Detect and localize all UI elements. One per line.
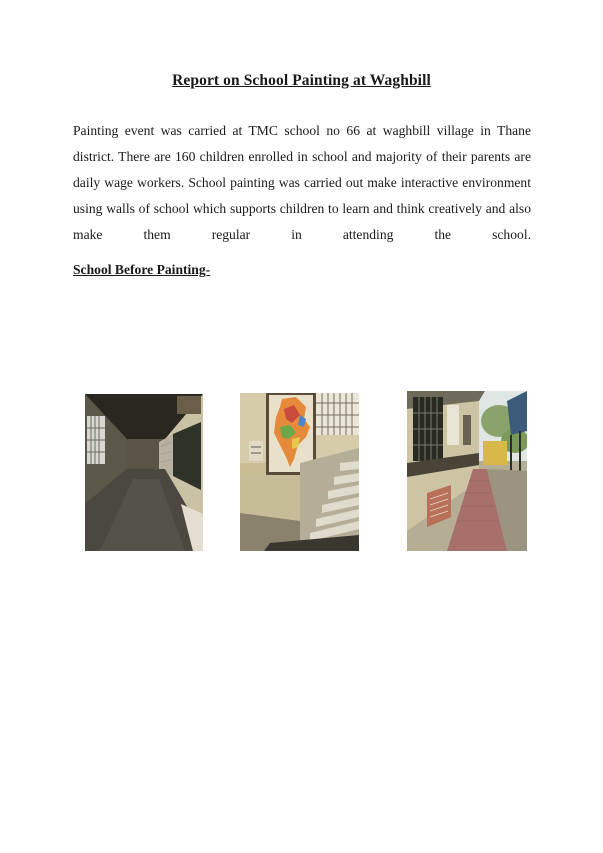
corridor-photo-image bbox=[85, 394, 203, 551]
section-heading-before-painting: School Before Painting- bbox=[73, 262, 211, 277]
outdoor-walkway-photo bbox=[407, 391, 527, 551]
corridor-photo bbox=[85, 394, 203, 551]
report-title: Report on School Painting at Waghbill bbox=[172, 72, 431, 89]
report-paragraph: Painting event was carried at TMC school no 66 at waghbill village in Thane district. There are 160 children enrolled in school and majority of their parents are daily wage workers. School painting was carried out make interactive environment using walls of school which supports children to learn and think creatively and also make them regular in attending the school. bbox=[73, 123, 531, 242]
staircase-map-photo bbox=[240, 393, 359, 551]
staircase-map-photo-image bbox=[240, 393, 359, 551]
outdoor-walkway-photo-image bbox=[407, 391, 527, 551]
